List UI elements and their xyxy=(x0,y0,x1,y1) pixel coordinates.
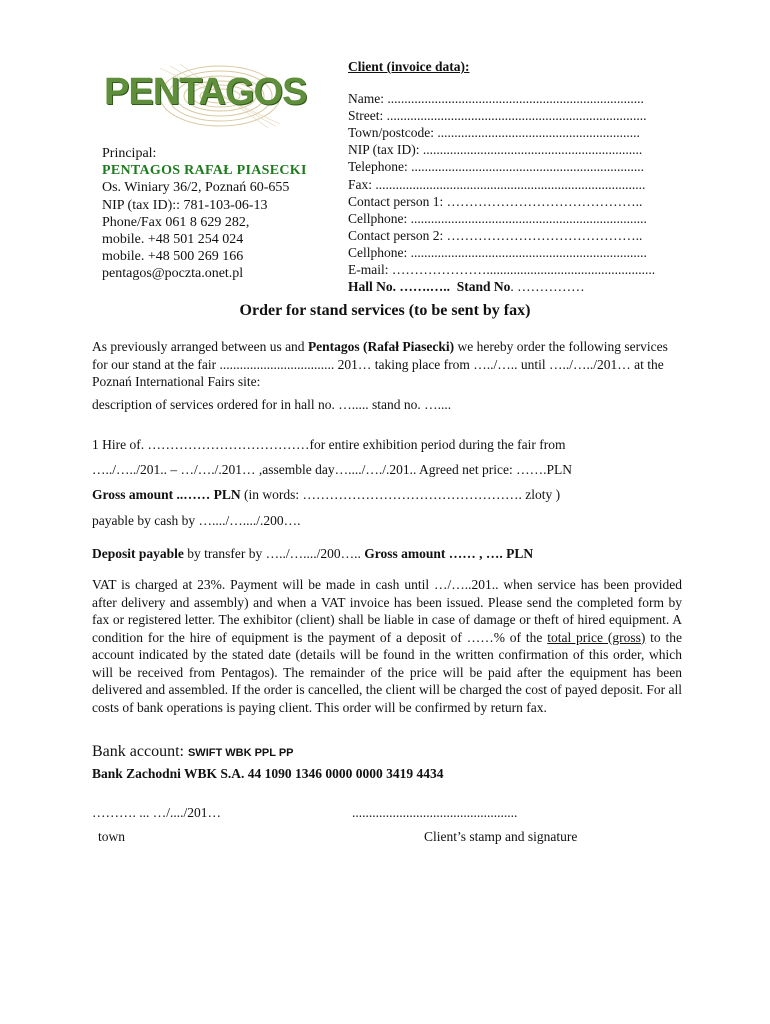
principal-mobile-2: mobile. +48 500 269 166 xyxy=(102,249,244,265)
client-field[interactable]: Street: ............................................................................. xyxy=(348,108,647,124)
intro-text-1: As previously arranged between us and xyxy=(92,339,308,354)
principal-label: Principal: xyxy=(102,146,157,161)
signature-line[interactable]: ................................................. xyxy=(352,805,518,820)
gross-amount-line[interactable] xyxy=(92,486,682,504)
vat-text-1: VAT is charged at 23%. Payment will be made in cash until …/…..201.. when service has been provided after delivery and assembly) and when a VAT invoice has been issued. Please send the completed form by fax or registered letter. The exhibitor (client) shall be liable in case of damage or theft of hired equipment. A condition for the hire of equipment is the payment of a deposit of ……% of the xyxy=(92,577,682,645)
hire-line-1[interactable]: 1 Hire of. ………………………………for entire exhibition period during the fair from xyxy=(92,437,566,452)
principal-address: Os. Winiary 36/2, Poznań 60-655 xyxy=(102,180,290,196)
pentagos-logo xyxy=(100,58,307,128)
hire-line-2[interactable]: …../…../201.. – …/…./.201… ,assemble day…..../…./.201.. Agreed net price: …….PLN xyxy=(92,462,572,477)
gross-amount-words: (in words: …………………………………………. zloty ) xyxy=(240,487,561,502)
vat-underlined: total price (gross) xyxy=(547,629,646,645)
client-field[interactable]: E-mail: ………………….................................................. xyxy=(348,262,656,278)
deposit-gross: Gross amount …… , …. PLN xyxy=(364,546,534,561)
deposit-text: by transfer by …../…..../200….. xyxy=(183,546,365,561)
client-field[interactable]: Contact person 1: …………………………………….. xyxy=(348,193,643,209)
principal-name: PENTAGOS RAFAŁ PIASECKI xyxy=(102,163,307,179)
client-field[interactable]: Town/postcode: ............................................................ xyxy=(348,125,640,141)
description-line[interactable]: description of services ordered for in hall no. …..... stand no. ….... xyxy=(92,397,452,412)
page-title: Order for stand services (to be sent by fax) xyxy=(239,302,531,319)
intro-company: Pentagos (Rafał Piasecki) xyxy=(307,339,455,354)
date-line[interactable]: ………. ... …/..../201… xyxy=(92,805,222,820)
vat-text-2: to the account indicated by the stated date (details will be found in the written confirmation of this order, which will be received from Pentagos). The remainder of the price will be paid after the equipment has been delivered and assembled. If the order is cancelled, the client will be charged the cost of payed deposit. For all costs of bank operations is paying client. This order will be confirmed by return fax. xyxy=(92,629,682,715)
stamp-label: Client’s stamp and signature xyxy=(424,829,578,844)
hall-stand-row xyxy=(348,278,655,295)
intro-paragraph xyxy=(92,338,682,391)
stand-no-field[interactable]: . …………… xyxy=(510,279,585,295)
principal-mobile-1: mobile. +48 501 254 024 xyxy=(102,232,244,248)
bank-swift: SWIFT WBK PPL PP xyxy=(187,747,294,759)
bank-account-label: Bank account: xyxy=(92,743,188,760)
client-field[interactable]: Fax: ................................................................................ xyxy=(348,176,646,192)
gross-amount-label: Gross amount ..…… PLN xyxy=(92,487,241,502)
deposit-label: Deposit payable xyxy=(92,546,184,561)
client-field[interactable]: Telephone: ..................................................................... xyxy=(348,159,645,175)
payable-line[interactable]: payable by cash by …..../…..../.200…. xyxy=(92,513,301,528)
deposit-line[interactable] xyxy=(92,545,682,563)
vat-paragraph xyxy=(92,576,682,716)
client-field[interactable]: Cellphone: ...................................................................... xyxy=(348,210,647,226)
bank-details: Bank Zachodni WBK S.A. 44 1090 1346 0000 0000 3419 4434 xyxy=(92,766,444,781)
principal-phone: Phone/Fax 061 8 629 282, xyxy=(102,214,250,230)
client-field[interactable]: Name: ............................................................................ xyxy=(348,91,644,107)
hall-no-field[interactable]: Hall No. …….….. xyxy=(348,279,451,295)
principal-nip: NIP (tax ID):: 781-103-06-13 xyxy=(102,197,268,213)
client-field[interactable]: Cellphone: ...................................................................... xyxy=(348,244,647,260)
principal-email: pentagos@poczta.onet.pl xyxy=(102,266,244,282)
client-field[interactable]: NIP (tax ID): ................................................................. xyxy=(348,142,643,158)
principal-block xyxy=(102,145,307,283)
client-field[interactable]: Contact person 2: …………………………………….. xyxy=(348,227,643,243)
bank-account-line xyxy=(92,743,682,763)
client-title: Client (invoice data): xyxy=(348,59,470,74)
intro-text-2: we hereby order the following services for our stand at the fair .................................. 201… taking place from …../….. until …../…../201… at the Poznań International Fairs site: xyxy=(92,339,668,389)
stand-no-label: Stand No xyxy=(456,279,511,295)
client-block xyxy=(348,58,655,295)
logo-text: PENTAGOS xyxy=(104,71,307,113)
town-label: town xyxy=(98,829,125,844)
